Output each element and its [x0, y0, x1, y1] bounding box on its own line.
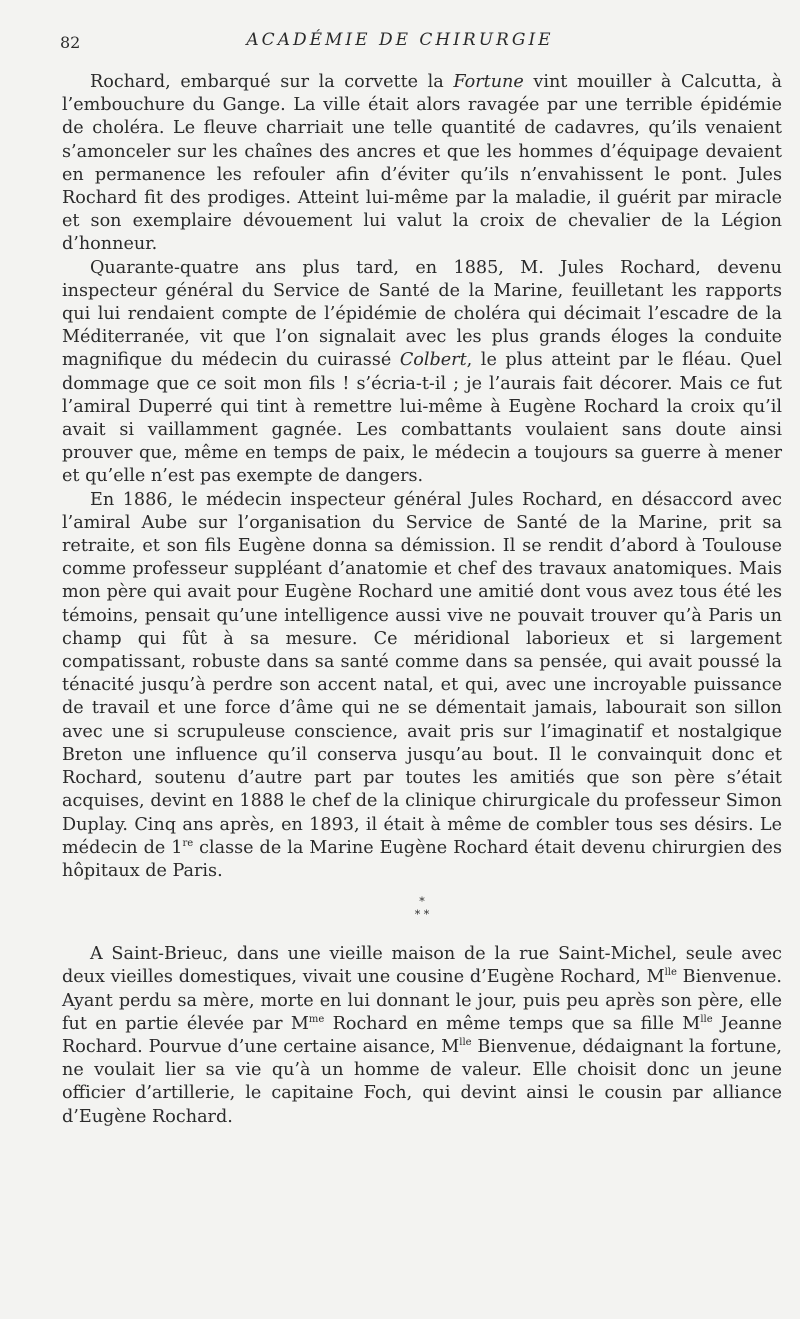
- running-head: ACADÉMIE DE CHIRURGIE: [246, 30, 554, 50]
- superscript-text: me: [308, 1013, 325, 1025]
- text-run: Bienvenue, dédaignant la fortune, ne voulait lier sa vie qu’à un homme de valeur. Elle choisit donc un jeune officier d’artillerie, le capitaine Foch, qui devint ainsi le cousin par alliance d’Eugène Rochard.: [62, 1036, 782, 1127]
- text-run: vint mouiller à Calcutta, à l’embouchure du Gange. La ville était alors ravagée par une terrible épidémie de choléra. Le fleuve charriait une telle quantité de cadavres, qu’ils venaient s’amonceler sur les chaînes des ancres et que les hommes d’équipage devaient en permanence les refouler afin d’éviter qu’ils n’envahissent le pont. Jules Rochard fit des prodiges. Atteint lui-même par la maladie, il guérit par miracle et son exemplaire dévouement lui valut la croix de chevalier de la Légion d’honneur.: [62, 72, 783, 255]
- page-header: [60, 30, 740, 54]
- superscript-text: lle: [664, 967, 677, 979]
- italic-text: Colbert: [399, 350, 467, 371]
- superscript-text: lle: [459, 1037, 472, 1049]
- body-text: [62, 71, 782, 1129]
- superscript-text: re: [182, 837, 194, 849]
- text-run: Jeanne Rochard. Pourvue d’une certaine aisance, M: [62, 1013, 782, 1057]
- asterism-bottom: * *: [414, 908, 430, 922]
- text-run: A Saint-Brieuc, dans une vieille maison de la rue Saint-Michel, seule avec deux vieilles domestiques, vivait une cousine d’Eugène Rochard, M: [62, 944, 782, 988]
- text-run: Bienvenue. Ayant perdu sa mère, morte en lui donnant le jour, puis peu après son père, elle fut en partie élevée par M: [62, 967, 782, 1034]
- asterism-top: *: [419, 895, 425, 909]
- section-break: [62, 883, 782, 937]
- text-run: Rochard en même temps que sa fille M: [324, 1013, 701, 1034]
- paragraph: [62, 943, 782, 1129]
- superscript-text: lle: [700, 1013, 713, 1025]
- page-number: 82: [60, 33, 81, 52]
- paragraph: [62, 257, 782, 489]
- paragraph: [62, 489, 782, 883]
- italic-text: Fortune: [453, 72, 524, 92]
- text-run: , le plus atteint par le fléau. Quel dommage que ce soit mon fils ! s’écria-t-il ; je l’aurais fait décorer. Mais ce fut l’amiral Duperré qui tint à remettre lui-même à Eugène Rochard la croix qu’il avait si vaillamment gagnée. Les combattants voulaient sans doute ainsi prouver que, même en temps de paix, le médecin a toujours sa guerre à mener et qu’elle n’est pas exempte de dangers.: [62, 350, 783, 487]
- text-run: classe de la Marine Eugène Rochard était devenu chirurgien des hôpitaux de Paris.: [62, 837, 782, 881]
- text-run: En 1886, le médecin inspecteur général Jules Rochard, en désaccord avec l’amiral Aube sur l’organisation du Service de Santé de la Marine, prit sa retraite, et son fils Eugène donna sa démission. Il se rendit d’abord à Toulouse comme professeur suppléant d’anatomie et chef des travaux anatomiques. Mais mon père qui avait pour Eugène Rochard une amitié dont vous avez tous été les témoins, pensait qu’une intelligence aussi vive ne pouvait trouver qu’à Paris un champ qui fût à sa mesure. Ce méridional laborieux et si largement compatissant, robuste dans sa santé comme dans sa pensée, qui avait poussé la ténacité jusqu’à perdre son accent natal, et qui, avec une incroyable puissance de travail et une force d’âme qui ne se démentait jamais, labourait son sillon avec une si scrupuleuse conscience, avait pris sur l’imaginatif et nostalgique Breton une influence qu’il conserva jusqu’au bout. Il le convainquit donc et Rochard, soutenu d’autre part par toutes les amitiés que son père s’était acquises, devint en 1888 le chef de la clinique chirurgicale du professeur Simon Duplay. Cinq ans après, en 1893, il était à même de combler tous ses désirs. Le médecin de 1: [62, 489, 782, 858]
- text-run: Quarante-quatre ans plus tard, en 1885, M. Jules Rochard, devenu inspecteur général du Service de Santé de la Marine, feuilletant les rapports qui lui rendaient compte de l’épidémie de choléra qui décimait l’escadre de la Méditerranée, vit que l’on signalait avec les plus grands éloges la conduite magnifique du médecin du cuirassé: [62, 257, 782, 371]
- paragraph: [62, 71, 782, 257]
- text-run: Rochard, embarqué sur la corvette la: [90, 72, 454, 92]
